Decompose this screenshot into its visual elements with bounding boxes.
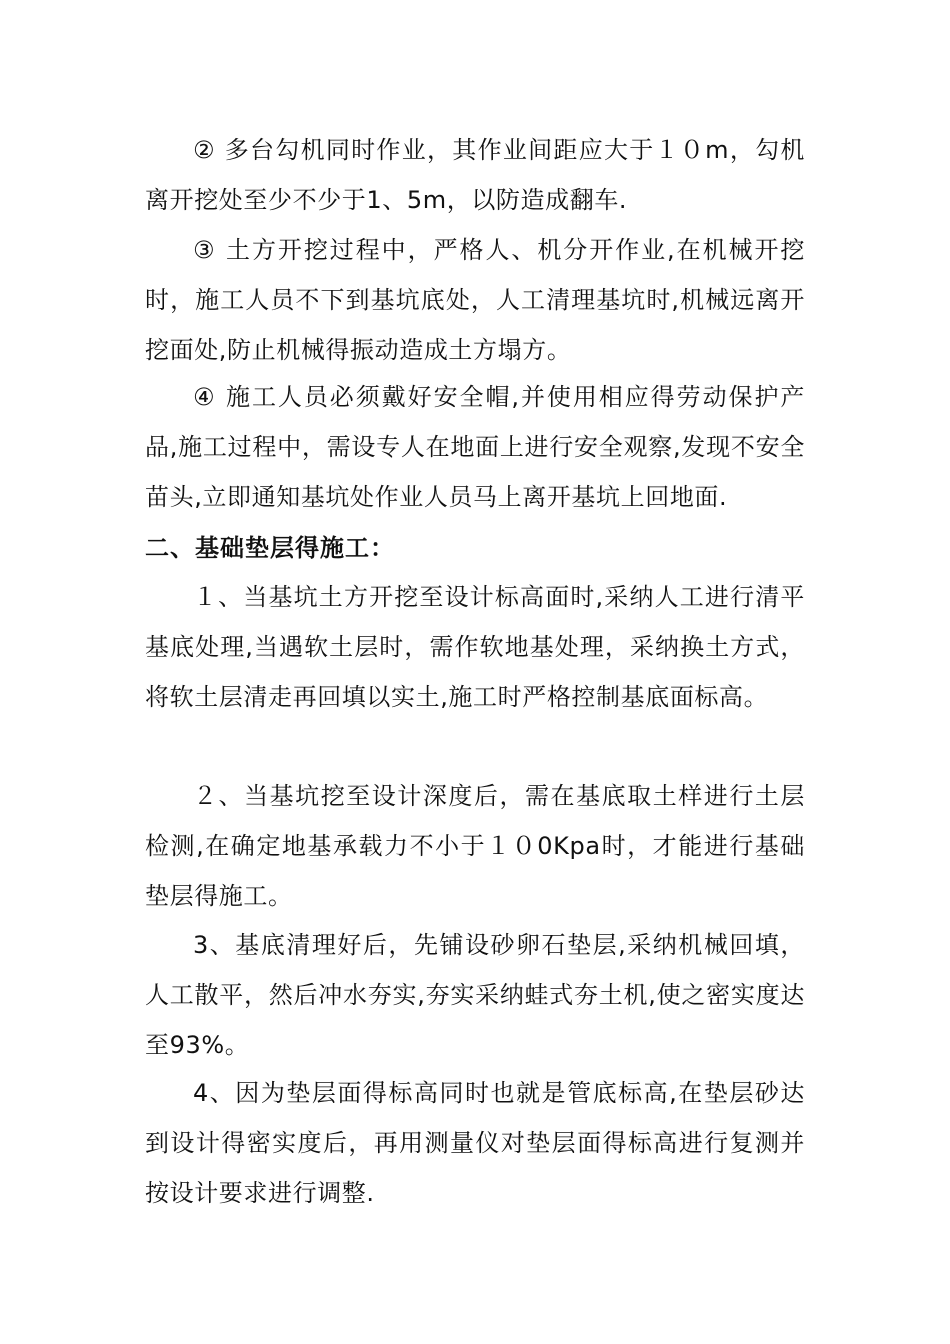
paragraph-separate-operations: ③ 土方开挖过程中，严格人、机分开作业,在机械开挖时，施工人员不下到基坑底处，人工清理基坑时,机械远离开挖面处,防止机械得振动造成土方塌方。 xyxy=(145,236,805,364)
paragraph-step-2: ２、当基坑挖至设计深度后，需在基底取土样进行土层检测,在确定地基承载力不小于１０0Kpa时，才能进行基础垫层得施工。 xyxy=(145,782,805,910)
paragraph-step-3: 3、基底清理好后，先铺设砂卵石垫层,采纳机械回填，人工散平，然后冲水夯实,夯实采纳蛙式夯土机,使之密实度达至93%。 xyxy=(145,931,805,1059)
paragraph-safety-protection: ④ 施工人员必须戴好安全帽,并使用相应得劳动保护产品,施工过程中，需设专人在地面上进行安全观察,发现不安全苗头,立即通知基坑处作业人员马上离开基坑上回地面. xyxy=(145,383,805,511)
paragraph-excavator-spacing: ② 多台勾机同时作业，其作业间距应大于１０m，勾机离开挖处至少不少于1、5m，以防造成翻车. xyxy=(145,136,805,214)
paragraph-step-1: １、当基坑土方开挖至设计标高面时,采纳人工进行清平基底处理,当遇软土层时，需作软地基处理，采纳换土方式，将软土层清走再回填以实土,施工时严格控制基底面标高。 xyxy=(145,583,805,711)
section-heading-cushion-layer: 二、基础垫层得施工： xyxy=(145,534,395,562)
paragraph-step-4: 4、因为垫层面得标高同时也就是管底标高,在垫层砂达到设计得密实度后，再用测量仪对垫层面得标高进行复测并按设计要求进行调整. xyxy=(145,1079,805,1207)
